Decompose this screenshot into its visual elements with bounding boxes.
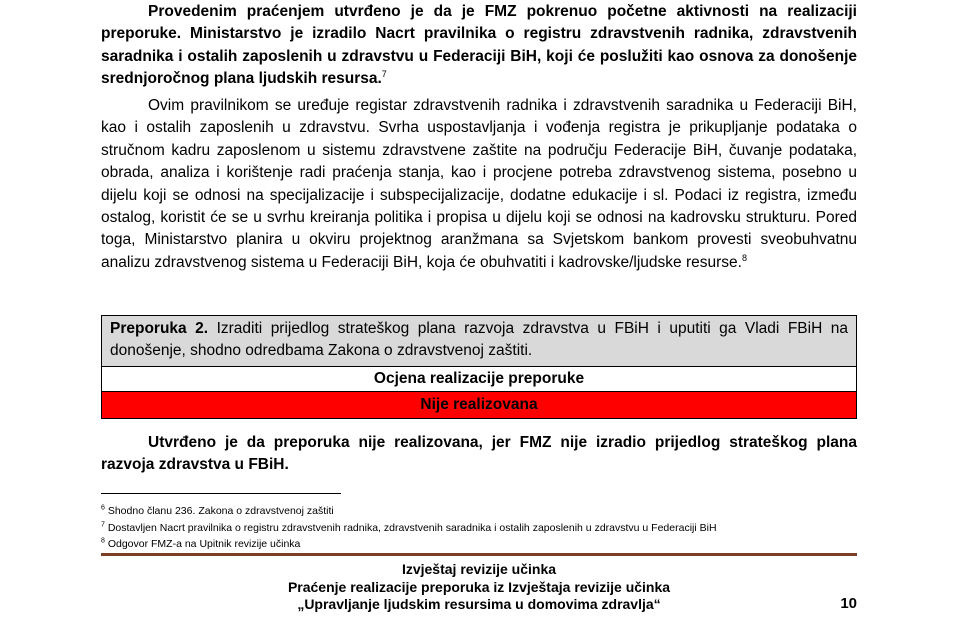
footer-divider: [101, 553, 857, 556]
footnotes-section: [101, 503, 857, 553]
footer-report-type: Izvještaj revizije učinka: [401, 561, 557, 577]
footnote-item: [101, 503, 857, 520]
footnote-number: 6: [101, 504, 105, 512]
footnote-item: [101, 536, 857, 553]
recommendation-row: [102, 316, 857, 367]
recommendation-label: Preporuka 2.: [110, 320, 209, 337]
footnote-text: Odgovor FMZ-a na Upitnik revizije učinka: [107, 538, 301, 550]
footer-report-subtitle: „Upravljanje ljudskim resursima u domovima zdravlja“: [297, 596, 661, 612]
recommendation-cell: [102, 316, 857, 367]
recommendation-table: [101, 315, 857, 419]
footnote-text: Shodno članu 236. Zakona o zdravstvenoj zaštiti: [107, 505, 334, 517]
paragraph-text: Provedenim praćenjem utvrđeno je da je FMZ pokrenuo početne aktivnosti na realizaciji preporuke. Ministarstvo je izradilo Nacrt pravilnika o registru zdravstvenih radnika, zdravstvenih saradnika i ostalih zaposlenih u zdravstvu u Federaciji BiH, koji će poslužiti kao osnova za donošenje srednjoročnog plana ljudskih resursa.: [101, 3, 857, 88]
footnote-number: 8: [101, 537, 105, 545]
assessment-status-row: [102, 391, 857, 418]
footnote-ref[interactable]: 7: [381, 69, 387, 80]
status-badge: Nije realizovana: [102, 391, 857, 418]
footnote-text: Dostavljen Nacrt pravilnika o registru zdravstvenih radnika, zdravstvenih saradnika i ostalih zaposlenih u zdravstvu u Federaciji BiH: [107, 521, 717, 534]
paragraph-follow-up-finding: [101, 1, 857, 91]
paragraph-text: Ovim pravilnikom se uređuje registar zdravstvenih radnika i zdravstvenih saradnika u Federaciji BiH, kao i ostalih zaposlenih u zdravstvu. Svrha uspostavljanja i vođenja registra je prikupljanje podataka o stručnom kadru zaposlenom u sistemu zdravstvene zaštite na području Federacije BiH, čuvanje podataka, obrada, analiza i korištenje radi praćenja stanja, kao i procjene potreba zdravstvenog sistema, posebno u dijelu koji se odnosi na specijalizacije i subspecijalizacije, dodatne edukacije i sl. Podaci iz registra, između ostalog, koristit će se u svrhu kreiranja politika i propisa u dijelu koji se odnosi na kadrovsku strukturu. Pored toga, Ministarstvo planira u okviru projektnog aranžmana sa Svjetskom bankom provesti sveobuhvatnu analizu zdravstvenog sistema u Federaciji BiH, koja će obuhvatiti i kadrovske/ljudske resurse.: [101, 97, 857, 271]
page-footer: [101, 561, 857, 614]
footnote-item: [101, 520, 857, 537]
assessment-header: Ocjena realizacije preporuke: [102, 366, 857, 391]
footnote-divider: [101, 493, 341, 494]
paragraph-regulation-description: [101, 95, 857, 274]
assessment-header-row: [102, 366, 857, 391]
recommendation-text: Izraditi prijedlog strateškog plana razvoja zdravstva u FBiH i uputiti ga Vladi FBiH na donošenje, shodno odredbama Zakona o zdravstvenoj zaštiti.: [110, 320, 848, 360]
page-number: 10: [840, 595, 857, 612]
footer-report-title: Praćenje realizacije preporuka iz Izvještaja revizije učinka: [287, 578, 671, 595]
footnote-ref[interactable]: 8: [741, 252, 747, 263]
footnote-number: 7: [101, 521, 105, 528]
paragraph-conclusion: Utvrđeno je da preporuka nije realizovana, jer FMZ nije izradio prijedlog strateškog plana razvoja zdravstva u FBiH.: [101, 434, 857, 474]
